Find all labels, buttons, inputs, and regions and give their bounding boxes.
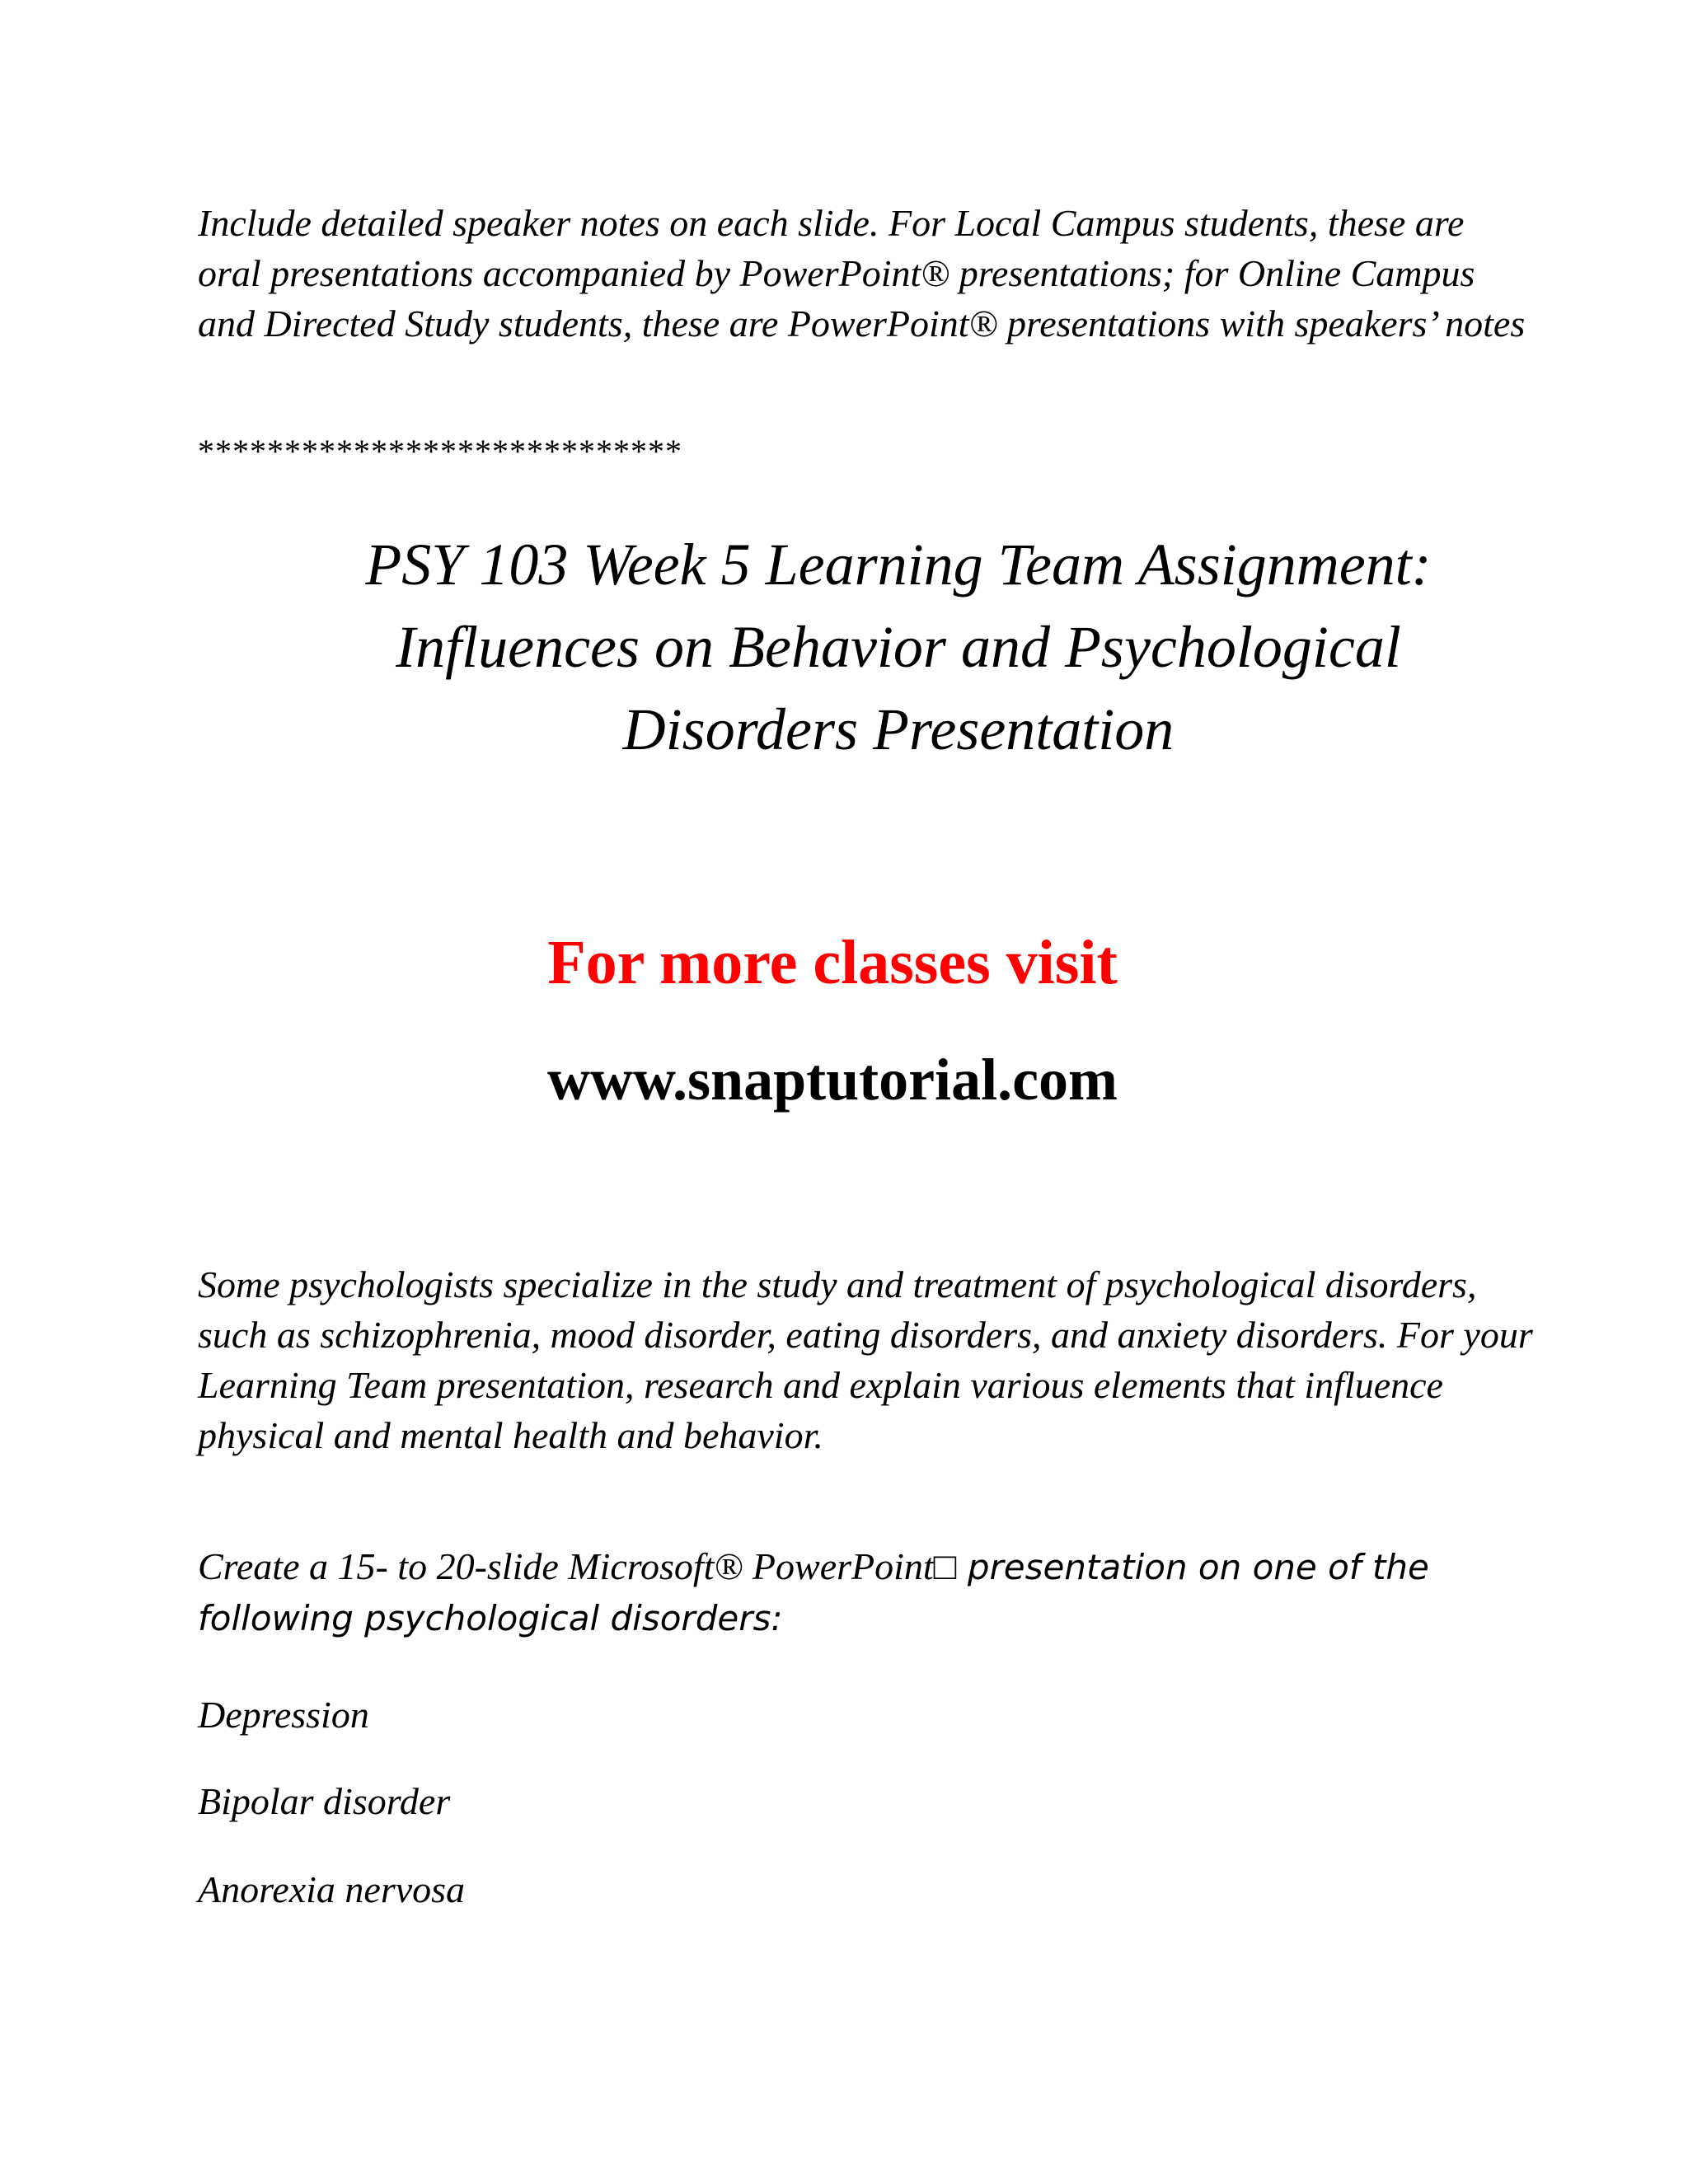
separator-line: **************************** <box>198 433 682 470</box>
promo-text: For more classes visit <box>547 928 1118 997</box>
title-line-2: Influences on Behavior and Psychological <box>396 614 1401 680</box>
title-line-3: Disorders Presentation <box>622 696 1175 762</box>
intro-paragraph: Include detailed speaker notes on each slide. For Local Campus students, these are oral presentations accompanied by PowerPoint® presentations; for Online Campus and Directed Study students, these are PowerPoint® presentations with speakers’ notes <box>198 202 1526 344</box>
create-serif-text: Create a 15- to 20-slide Microsoft® PowerPoint <box>198 1545 934 1587</box>
body-paragraph: Some psychologists specialize in the study and treatment of psychological disorders, such as schizophrenia, mood disorder, eating disorders, and anxiety disorders. For your Learning Team presentation, research and explain various elements that influence physical and mental health and behavior. <box>198 1263 1533 1456</box>
create-instructions <box>198 1541 1533 1643</box>
missing-glyph-icon: □ <box>933 1545 957 1587</box>
title-line-1: PSY 103 Week 5 Learning Team Assignment: <box>365 532 1432 598</box>
document-title <box>198 523 1599 771</box>
disorder-item-anorexia: Anorexia nervosa <box>198 1868 466 1910</box>
disorder-item-bipolar: Bipolar disorder <box>198 1780 451 1822</box>
create-sans-text: presentation on one of the following psychological disorders: <box>198 1547 1429 1638</box>
promo-url-link[interactable]: www.snaptutorial.com <box>546 1047 1118 1113</box>
disorder-item-depression: Depression <box>198 1694 369 1736</box>
